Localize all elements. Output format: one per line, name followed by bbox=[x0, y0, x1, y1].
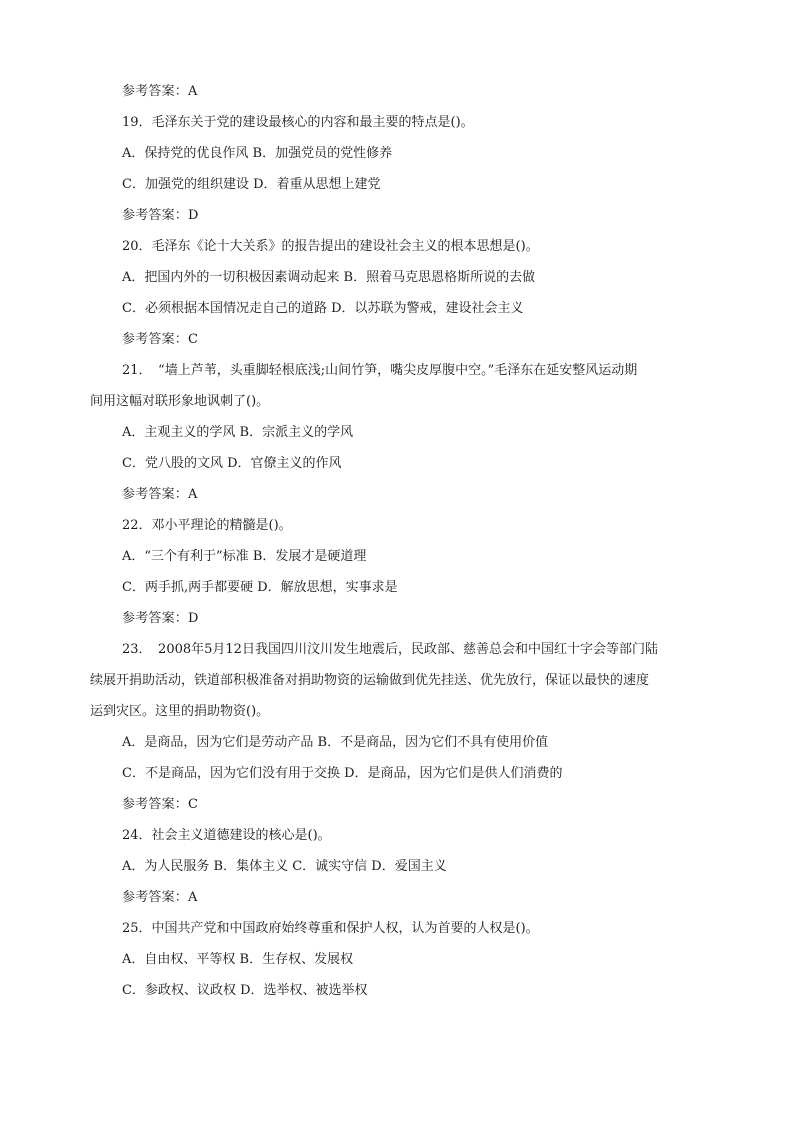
options-23-cd: C．不是商品，因为它们没有用于交换 D．是商品，因为它们是供人们消费的 bbox=[122, 766, 563, 781]
answer-22: 参考答案：D bbox=[122, 611, 199, 626]
options-21-cd: C．党八股的文风 D．官僚主义的作风 bbox=[122, 456, 342, 471]
options-22-cd: C．两手抓,两手都要硬 D．解放思想，实事求是 bbox=[122, 580, 398, 595]
question-24: 24．社会主义道德建设的核心是()。 bbox=[122, 828, 331, 843]
answer-18: 参考答案：A bbox=[122, 84, 198, 99]
options-23-ab: A．是商品，因为它们是劳动产品 B．不是商品，因为它们不具有使用价值 bbox=[122, 735, 549, 750]
options-21-ab: A．主观主义的学风 B．宗派主义的学风 bbox=[122, 425, 354, 440]
answer-19: 参考答案：D bbox=[122, 208, 199, 223]
question-25: 25．中国共产党和中国政府始终尊重和保护人权，认为首要的人权是()。 bbox=[122, 921, 539, 936]
options-25-ab: A．自由权、平等权 B．生存权、发展权 bbox=[122, 952, 354, 967]
options-20-cd: C．必须根据本国情况走自己的道路 D．以苏联为警戒，建设社会主义 bbox=[122, 301, 524, 316]
question-19: 19．毛泽东关于党的建设最核心的内容和最主要的特点是()。 bbox=[122, 115, 474, 130]
options-25-cd: C．参政权、议政权 D．选举权、被选举权 bbox=[122, 983, 368, 998]
options-22-ab: A．“三个有利于”标准 B．发展才是硬道理 bbox=[122, 549, 367, 564]
question-23-line-2: 续展开捐助活动，铁道部积极准备对捐助物资的运输做到优先挂送、优先放行，保证以最快的速度 bbox=[90, 673, 650, 688]
options-19-ab: A．保持党的优良作风 B．加强党员的党性修养 bbox=[122, 146, 393, 161]
options-24-abcd: A．为人民服务 B．集体主义 C．诚实守信 D．爱国主义 bbox=[122, 859, 447, 874]
question-21-line-1: 21． “墙上芦苇，头重脚轻根底浅;山间竹笋，嘴尖皮厚腹中空。”毛泽东在延安整风运动期 bbox=[122, 363, 638, 378]
answer-20: 参考答案：C bbox=[122, 332, 199, 347]
question-21-line-2: 间用这幅对联形象地讽刺了()。 bbox=[90, 394, 270, 409]
answer-23: 参考答案：C bbox=[122, 797, 199, 812]
answer-21: 参考答案：A bbox=[122, 487, 198, 502]
question-23-line-3: 运到灾区。这里的捐助物资()。 bbox=[90, 704, 270, 719]
question-22: 22．邓小平理论的精髓是()。 bbox=[122, 518, 292, 533]
question-23-line-1: 23． 2008年5月12日我国四川汶川发生地震后，民政部、慈善总会和中国红十字会等部门陆 bbox=[122, 642, 658, 657]
options-19-cd: C．加强党的组织建设 D．着重从思想上建党 bbox=[122, 177, 381, 192]
answer-24: 参考答案：A bbox=[122, 890, 198, 905]
options-20-ab: A．把国内外的一切积极因素调动起来 B．照着马克思恩格斯所说的去做 bbox=[122, 270, 536, 285]
question-20: 20．毛泽东《论十大关系》的报告提出的建设社会主义的根本思想是()。 bbox=[122, 239, 539, 254]
